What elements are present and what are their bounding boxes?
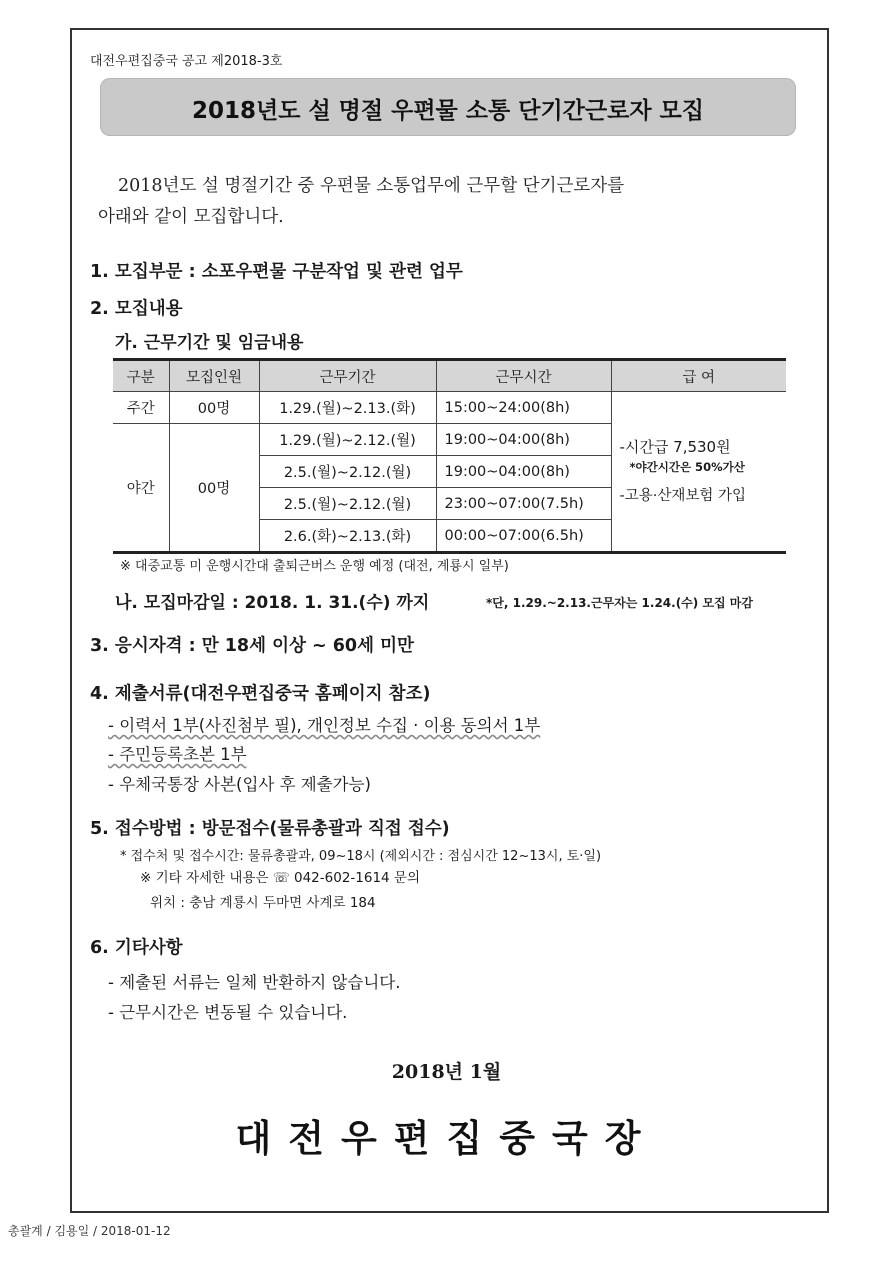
table-header-row	[113, 360, 786, 392]
header-pay: 급 여	[611, 360, 786, 392]
etc-item-1: - 제출된 서류는 일체 반환하지 않습니다.	[108, 973, 401, 992]
section-3-eligibility: 3. 응시자격 : 만 18세 이상 ~ 60세 미만	[90, 636, 414, 656]
notice-number: 대전우편집중국 공고 제2018-3호	[90, 54, 283, 69]
doc-item-3: - 우체국통장 사본(입사 후 제출가능)	[108, 775, 371, 794]
night-type: 야간	[113, 424, 169, 553]
section-4-heading: 4. 제출서류(대전우편집중국 홈페이지 참조)	[90, 684, 431, 704]
night-period-3: 2.5.(월)~2.12.(월)	[259, 488, 436, 520]
page-title: 2018년도 설 명절 우편물 소통 단기간근로자 모집	[192, 98, 704, 124]
header-type: 구분	[113, 360, 169, 392]
phone-icon: ☏	[272, 870, 290, 886]
title-banner	[100, 78, 796, 136]
announcement-date: 2018년 1월	[391, 1061, 502, 1083]
contact-line	[140, 866, 420, 886]
night-period-4: 2.6.(화)~2.13.(화)	[259, 520, 436, 553]
reception-place-time: * 접수처 및 접수시간: 물류총괄과, 09~18시 (제외시간 : 점심시간 12~13시, 토·일)	[120, 849, 602, 864]
section-2b-deadline: 나. 모집마감일 : 2018. 1. 31.(수) 까지	[115, 593, 430, 613]
section-5-heading: 5. 접수방법 : 방문접수(물류총괄과 직접 접수)	[90, 819, 450, 839]
day-hours: 15:00~24:00(8h)	[436, 392, 611, 424]
night-period-1: 1.29.(월)~2.12.(월)	[259, 424, 436, 456]
night-hours-2: 19:00~04:00(8h)	[436, 456, 611, 488]
day-type: 주간	[113, 392, 169, 424]
deadline-note: *단, 1.29.~2.13.근무자는 1.24.(수) 모집 마감	[486, 596, 753, 610]
day-period: 1.29.(월)~2.13.(화)	[259, 392, 436, 424]
contact-prefix: ※ 기타 자세한 내용은	[140, 870, 269, 886]
issuer-signature: 대전우편집중국장	[235, 1116, 658, 1160]
intro-line-1: 2018년도 설 명절기간 중 우편물 소통업무에 근무할 단기근로자를	[118, 176, 625, 196]
footer-info: 총괄계 / 김용일 / 2018-01-12	[8, 1224, 171, 1238]
bus-note: ※ 대중교통 미 운행시간대 출퇴근버스 운행 예정 (대전, 계룡시 일부)	[120, 559, 509, 574]
section-6-heading: 6. 기타사항	[90, 938, 183, 958]
table-row	[113, 392, 786, 424]
day-count: 00명	[169, 392, 259, 424]
pay-cell	[611, 392, 786, 553]
pay-insurance: -고용·산재보험 가입	[619, 487, 747, 504]
pay-wage: -시간급 7,530원	[619, 437, 731, 456]
pay-night-note: *야간시간은 50%가산	[629, 459, 745, 474]
header-count: 모집인원	[169, 360, 259, 392]
section-2-heading: 2. 모집내용	[90, 299, 183, 319]
header-hours: 근무시간	[436, 360, 611, 392]
doc-item-2: - 주민등록초본 1부	[108, 745, 247, 764]
night-hours-1: 19:00~04:00(8h)	[436, 424, 611, 456]
section-1-recruit-field: 1. 모집부문 : 소포우편물 구분작업 및 관련 업무	[90, 262, 463, 282]
etc-item-2: - 근무시간은 변동될 수 있습니다.	[108, 1003, 348, 1022]
night-count: 00명	[169, 424, 259, 553]
night-hours-4: 00:00~07:00(6.5h)	[436, 520, 611, 553]
location-line: 위치 : 충남 계룡시 두마면 사계로 184	[150, 895, 376, 911]
intro-line-2: 아래와 같이 모집합니다.	[98, 207, 284, 227]
night-period-2: 2.5.(월)~2.12.(월)	[259, 456, 436, 488]
header-period: 근무기간	[259, 360, 436, 392]
doc-item-1: - 이력서 1부(사진첨부 필), 개인정보 수집 · 이용 동의서 1부	[108, 716, 541, 735]
section-2a-heading: 가. 근무기간 및 임금내용	[115, 333, 304, 353]
contact-number: 042-602-1614 문의	[294, 870, 421, 886]
night-hours-3: 23:00~07:00(7.5h)	[436, 488, 611, 520]
work-pay-table	[113, 358, 786, 554]
